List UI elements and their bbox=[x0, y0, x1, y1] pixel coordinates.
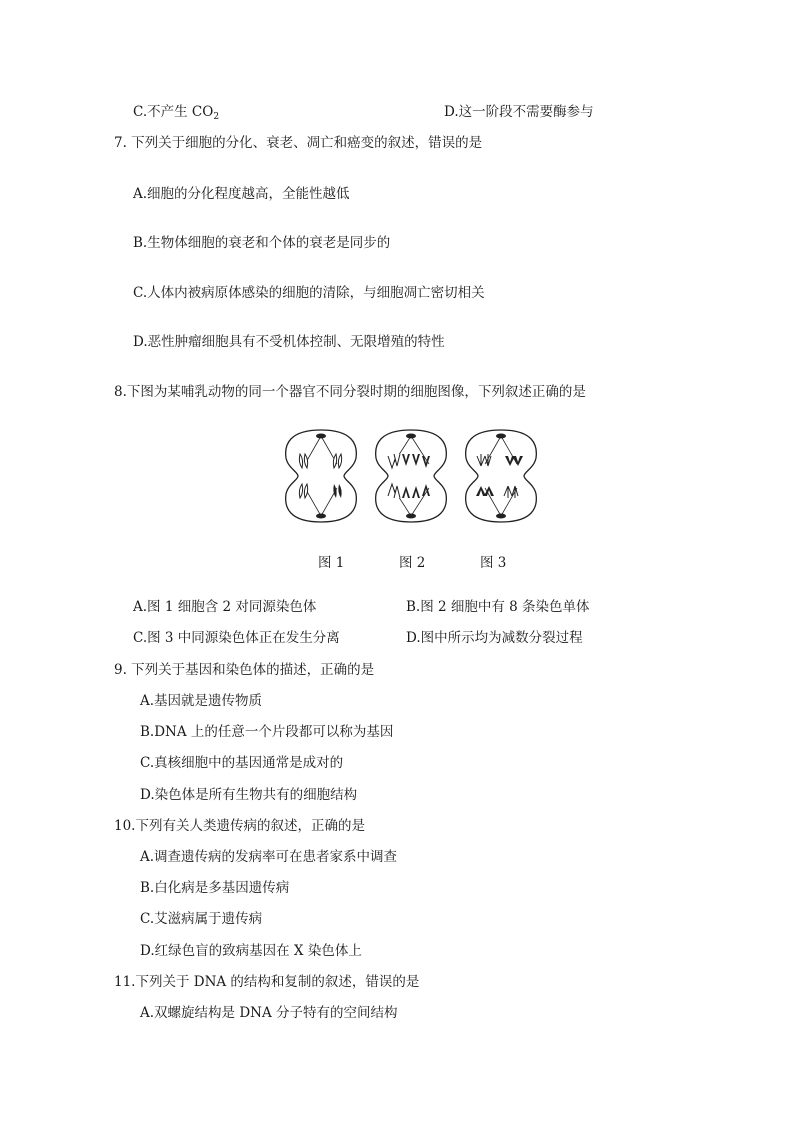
q6-option-c: C.不产生 $CO_2$ bbox=[133, 104, 220, 122]
q10-option-d: D.红绿色盲的致病基因在 X 染色体上 bbox=[140, 943, 362, 959]
cell-division-figure bbox=[278, 424, 548, 528]
figure-3-caption: 图 3 bbox=[480, 555, 507, 571]
q11-option-a: A.双螺旋结构是 DNA 分子特有的空间结构 bbox=[140, 1005, 398, 1021]
q10-option-a: A.调查遗传病的发病率可在患者家系中调查 bbox=[140, 849, 398, 865]
q9-option-b: B.DNA 上的任意一个片段都可以称为基因 bbox=[140, 724, 394, 740]
q8-option-b: B.图 2 细胞中有 8 条染色单体 bbox=[406, 599, 590, 615]
q7-option-c: C.人体内被病原体感染的细胞的清除，与细胞凋亡密切相关 bbox=[133, 285, 485, 301]
figure-1-caption: 图 1 bbox=[318, 555, 345, 571]
q10-option-c: C.艾滋病属于遗传病 bbox=[140, 911, 263, 927]
q10-stem: 10.下列有关人类遗传病的叙述，正确的是 bbox=[114, 818, 365, 834]
q10-option-b: B.白化病是多基因遗传病 bbox=[140, 880, 290, 896]
cell-3-outline bbox=[466, 430, 537, 522]
cell-2-outline bbox=[376, 430, 447, 522]
q8-option-d: D.图中所示均为减数分裂过程 bbox=[406, 630, 583, 646]
q8-stem: 8.下图为某哺乳动物的同一个器官不同分裂时期的细胞图像，下列叙述正确的是 bbox=[114, 384, 586, 400]
q9-option-a: A.基因就是遗传物质 bbox=[140, 693, 263, 709]
q9-stem: 9. 下列关于基因和染色体的描述，正确的是 bbox=[114, 662, 375, 678]
q9-option-d: D.染色体是所有生物共有的细胞结构 bbox=[140, 787, 358, 803]
q7-option-d: D.恶性肿瘤细胞具有不受机体控制、无限增殖的特性 bbox=[133, 334, 445, 350]
q8-option-c: C.图 3 中同源染色体正在发生分离 bbox=[133, 630, 340, 646]
cell-1-outline bbox=[286, 430, 357, 522]
q7-stem: 7. 下列关于细胞的分化、衰老、凋亡和癌变的叙述，错误的是 bbox=[114, 135, 483, 151]
q6-option-d: D.这一阶段不需要酶参与 bbox=[444, 104, 594, 120]
q7-option-a: A.细胞的分化程度越高，全能性越低 bbox=[133, 186, 350, 202]
q7-option-b: B.生物体细胞的衰老和个体的衰老是同步的 bbox=[133, 235, 391, 251]
q9-option-c: C.真核细胞中的基因通常是成对的 bbox=[140, 755, 344, 771]
q8-option-a: A.图 1 细胞含 2 对同源染色体 bbox=[133, 599, 317, 615]
figure-2-caption: 图 2 bbox=[399, 555, 426, 571]
q11-stem: 11.下列关于 DNA 的结构和复制的叙述，错误的是 bbox=[114, 974, 420, 990]
